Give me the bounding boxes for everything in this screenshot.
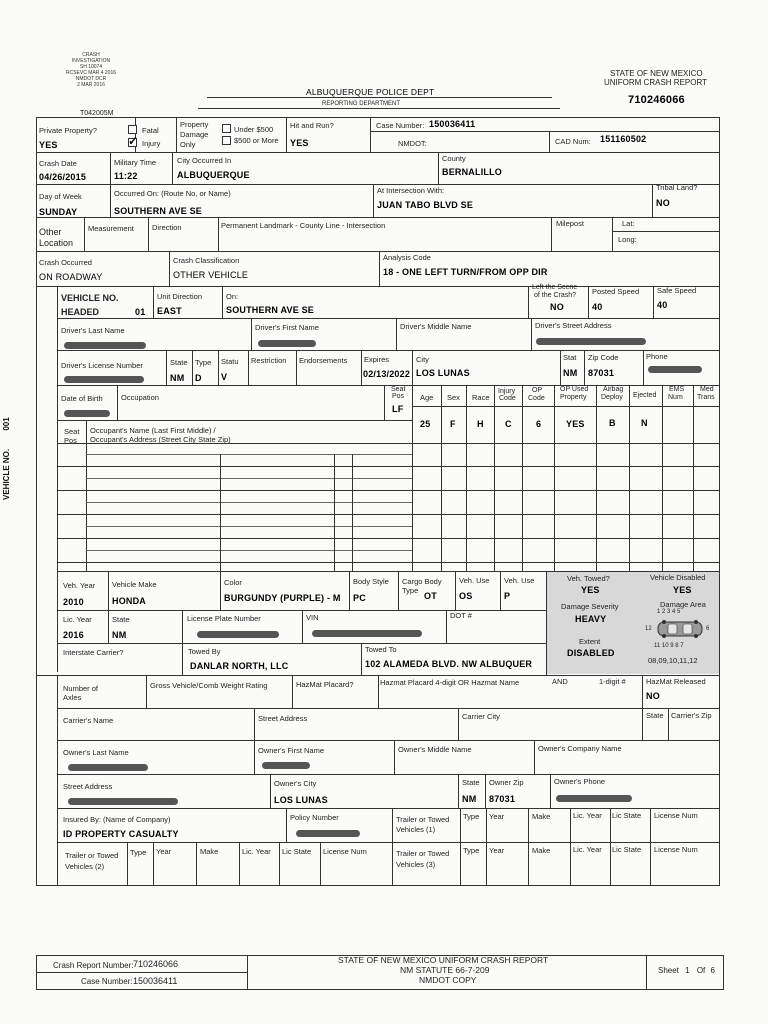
license-status-label: Statu bbox=[221, 357, 239, 366]
axles-label-1: Number of bbox=[63, 684, 99, 693]
day-value: SUNDAY bbox=[39, 207, 78, 217]
cargo-body-label-2: Type bbox=[402, 586, 419, 595]
damage-area-left: 12 bbox=[645, 626, 652, 632]
op-code-label-1: OP bbox=[532, 387, 543, 394]
redacted-driver-first bbox=[258, 340, 316, 347]
carrier-city-label: Carrier City bbox=[462, 712, 500, 721]
towed-to-value: 102 ALAMEDA BLVD. NW ALBUQUER bbox=[365, 659, 533, 669]
lat-label: Lat: bbox=[622, 219, 635, 228]
veh-disabled-value: YES bbox=[673, 585, 692, 595]
posted-speed-value: 40 bbox=[592, 302, 603, 312]
measurement-label: Measurement bbox=[88, 224, 134, 233]
ejected-label: Ejected bbox=[633, 392, 657, 399]
age-label: Age bbox=[420, 393, 434, 402]
city-value: ALBUQUERQUE bbox=[177, 170, 250, 180]
intersection-value: JUAN TABO BLVD SE bbox=[377, 200, 474, 210]
vehicle-no-label: VEHICLE NO. bbox=[61, 293, 119, 303]
trailer-2-lic-year-label: Lic. Year bbox=[242, 847, 271, 856]
op-code-value: 6 bbox=[536, 419, 542, 429]
towed-by-label: Towed By bbox=[188, 647, 221, 656]
redacted-plate bbox=[197, 631, 279, 638]
stamp-line: CRASH bbox=[82, 52, 100, 58]
case-number-label: Case Number: bbox=[376, 121, 425, 130]
veh-use-2-label: Veh. Use bbox=[504, 576, 535, 585]
footer-title-2: NM STATUTE 66-7-209 bbox=[400, 965, 490, 975]
carrier-street-label: Street Address bbox=[258, 714, 308, 723]
dot-label: DOT # bbox=[450, 611, 472, 620]
property-damage-label-1: Property bbox=[180, 120, 209, 129]
of-label: Of bbox=[696, 966, 706, 975]
ems-label-2: Num bbox=[668, 394, 683, 401]
hazmat-placard-label: HazMat Placard? bbox=[296, 680, 354, 689]
plate-label: License Plate Number bbox=[187, 614, 261, 623]
driver-zip-label: Zip Code bbox=[588, 353, 619, 362]
hazmat-released-label: HazMat Released bbox=[646, 677, 706, 686]
owner-state-value: NM bbox=[462, 794, 477, 804]
safe-speed-value: 40 bbox=[657, 300, 668, 310]
license-status-value: V bbox=[221, 372, 228, 382]
over-500-checkbox[interactable] bbox=[222, 136, 231, 145]
crash-class-value: OTHER VEHICLE bbox=[173, 270, 249, 280]
airbag-label-1: Airbag bbox=[603, 386, 624, 393]
trailer-1-year-label: Year bbox=[489, 812, 505, 821]
unit-direction-label: Unit Direction bbox=[157, 292, 203, 301]
posted-speed-label: Posted Speed bbox=[592, 287, 640, 296]
trailer-2-license-label: License Num bbox=[323, 847, 367, 856]
redacted-owner-phone bbox=[556, 795, 632, 802]
on-value: SOUTHERN AVE SE bbox=[226, 305, 315, 315]
hit-run-label: Hit and Run? bbox=[290, 121, 334, 130]
redacted-owner-last bbox=[68, 764, 148, 771]
extent-value: DISABLED bbox=[567, 648, 615, 658]
license-type-value: D bbox=[195, 373, 202, 383]
gvwr-label: Gross Vehicle/Comb Weight Rating bbox=[150, 681, 268, 690]
owner-state-label: State bbox=[462, 778, 480, 787]
carrier-state-label: State bbox=[646, 711, 664, 720]
landmark-label: Permanent Landmark - County Line - Intersection bbox=[221, 221, 386, 230]
op-used-label-1: OP Used bbox=[560, 386, 589, 393]
headed-label: HEADED bbox=[61, 307, 100, 317]
body-style-label: Body Style bbox=[353, 577, 389, 586]
towed-by-value: DANLAR NORTH, LLC bbox=[190, 661, 289, 671]
and-label: AND bbox=[552, 677, 568, 686]
occupant-seat-label-2: Pos bbox=[64, 436, 77, 445]
injury-label: Injury bbox=[142, 139, 161, 148]
phone-label: Phone bbox=[646, 352, 668, 361]
trailer-2-label-2: Vehicles (2) bbox=[65, 862, 105, 871]
trailer-3-lic-state-label: Lic State bbox=[612, 845, 642, 854]
expires-label: Expires bbox=[364, 355, 390, 364]
reporting-department-label: REPORTING DEPARTMENT bbox=[322, 101, 401, 107]
trailer-2-year-label: Year bbox=[156, 847, 172, 856]
other-location-label-1: Other bbox=[39, 227, 62, 237]
interstate-label: Interstate Carrier? bbox=[63, 648, 124, 657]
footer-title-3: NMDOT COPY bbox=[419, 975, 477, 985]
ems-label-1: EMS bbox=[669, 386, 685, 393]
insured-value: ID PROPERTY CASUALTY bbox=[63, 829, 179, 839]
analysis-label: Analysis Code bbox=[383, 253, 431, 262]
trailer-1-type-label: Type bbox=[463, 812, 480, 821]
under-500-label: Under $500 bbox=[234, 125, 274, 134]
lic-state-label: State bbox=[112, 615, 130, 624]
driver-street-label: Driver's Street Address bbox=[535, 321, 612, 330]
trailer-3-license-label: License Num bbox=[654, 845, 698, 854]
make-value: HONDA bbox=[112, 596, 146, 606]
veh-towed-value: YES bbox=[581, 585, 600, 595]
trailer-1-make-label: Make bbox=[532, 812, 551, 821]
redacted-owner-street bbox=[68, 798, 178, 805]
owner-company-label: Owner's Company Name bbox=[538, 744, 622, 753]
lic-state-value: NM bbox=[112, 630, 127, 640]
left-scene-value: NO bbox=[550, 302, 564, 312]
owner-street-label: Street Address bbox=[63, 782, 113, 791]
injury-code-value: C bbox=[505, 419, 512, 429]
crash-date-label: Crash Date bbox=[39, 159, 77, 168]
trailer-3-type-label: Type bbox=[463, 846, 480, 855]
sheet-label: Sheet bbox=[658, 966, 679, 975]
footer-title-1: STATE OF NEW MEXICO UNIFORM CRASH REPORT bbox=[338, 955, 549, 965]
veh-use-1-label: Veh. Use bbox=[459, 576, 490, 585]
license-state-label: State bbox=[170, 358, 188, 367]
driver-middle-label: Driver's Middle Name bbox=[400, 322, 472, 331]
check-mark-icon: ✓ bbox=[128, 134, 139, 148]
trailer-2-label-1: Trailer or Towed bbox=[65, 851, 119, 860]
occupation-label: Occupation bbox=[121, 393, 159, 402]
trailer-3-label-1: Trailer or Towed bbox=[396, 849, 450, 858]
damage-area-top: 1 2 3 4 5 bbox=[657, 609, 681, 615]
county-value: BERNALILLO bbox=[442, 167, 502, 177]
cargo-body-value: OT bbox=[424, 591, 437, 601]
driver-first-label: Driver's First Name bbox=[255, 323, 319, 332]
dept-underline bbox=[207, 97, 552, 98]
op-used-label-2: Property bbox=[560, 394, 587, 401]
stamp-line: 2 MAR 2016 bbox=[77, 82, 105, 88]
city-label: City Occurred In bbox=[177, 156, 232, 165]
policy-label: Policy Number bbox=[290, 813, 339, 822]
damage-area-right: 6 bbox=[706, 626, 710, 632]
sex-value: F bbox=[450, 419, 456, 429]
long-label: Long: bbox=[618, 235, 637, 244]
cad-value: 151160502 bbox=[600, 134, 647, 144]
trailer-1-lic-state-label: Lic State bbox=[612, 811, 642, 820]
fatal-label: Fatal bbox=[142, 126, 159, 135]
dept-bottom-line bbox=[198, 108, 560, 109]
damage-severity-label: Damage Severity bbox=[561, 602, 619, 611]
trailer-3-year-label: Year bbox=[489, 846, 505, 855]
driver-zip-value: 87031 bbox=[588, 368, 615, 378]
occupant-name-label: Occupant's Name (Last First Middle) / bbox=[90, 426, 216, 435]
military-time-value: 11:22 bbox=[114, 171, 138, 181]
state-title-2: UNIFORM CRASH REPORT bbox=[604, 78, 707, 87]
veh-year-label: Veh. Year bbox=[63, 581, 96, 590]
redacted-dob bbox=[64, 410, 110, 417]
extent-label: Extent bbox=[579, 637, 601, 646]
endorsements-label: Endorsements bbox=[299, 356, 348, 365]
crash-date-value: 04/26/2015 bbox=[39, 172, 87, 182]
direction-label: Direction bbox=[152, 223, 182, 232]
analysis-value: 18 - ONE LEFT TURN/FROM OPP DIR bbox=[383, 267, 548, 277]
receipt-stamp bbox=[56, 52, 126, 88]
cargo-body-label-1: Cargo Body bbox=[402, 577, 442, 586]
seat-pos-value: LF bbox=[392, 404, 404, 414]
insured-label: Insured By: (Name of Company) bbox=[63, 815, 171, 824]
on-label: On: bbox=[226, 292, 239, 301]
stamp-line: SH 10074 bbox=[79, 64, 103, 70]
color-label: Color bbox=[224, 578, 242, 587]
lic-year-value: 2016 bbox=[63, 630, 84, 640]
trailer-1-label-2: Vehicles (1) bbox=[396, 825, 436, 834]
hazmat-released-value: NO bbox=[646, 691, 660, 701]
state-title-1: STATE OF NEW MEXICO bbox=[610, 69, 703, 78]
seat-pos-label-2: Pos bbox=[392, 393, 405, 400]
veh-year-value: 2010 bbox=[63, 597, 84, 607]
other-location-label-2: Location bbox=[39, 238, 74, 248]
owner-phone-label: Owner's Phone bbox=[554, 777, 606, 786]
military-time-label: Military Time bbox=[114, 158, 157, 167]
dob-label: Date of Birth bbox=[61, 394, 103, 403]
trailer-2-type-label: Type bbox=[130, 848, 147, 857]
trailer-3-label-2: Vehicles (3) bbox=[396, 860, 436, 869]
driver-city-label: City bbox=[416, 355, 429, 364]
stamp-line: NMDOT DCR bbox=[75, 76, 107, 82]
under-500-checkbox[interactable] bbox=[222, 124, 231, 133]
private-property-label: Private Property? bbox=[39, 126, 97, 135]
veh-use-2-value: P bbox=[504, 591, 511, 601]
redacted-license-number bbox=[64, 376, 144, 383]
county-label: County bbox=[442, 154, 466, 163]
hazmat-name-label: Hazmat Placard 4-digit OR Hazmat Name bbox=[380, 678, 520, 687]
footer-case-number: 150036411 bbox=[133, 976, 178, 986]
stamp-code: T042005M bbox=[80, 110, 114, 117]
owner-last-label: Owner's Last Name bbox=[63, 748, 129, 757]
damage-severity-value: HEAVY bbox=[575, 614, 607, 624]
fatal-checkbox[interactable] bbox=[128, 125, 137, 134]
stamp-line: INVESTIGATION bbox=[71, 58, 111, 64]
owner-city-value: LOS LUNAS bbox=[274, 795, 328, 805]
redacted-owner-first bbox=[262, 762, 310, 769]
license-number-label: Driver's License Number bbox=[61, 361, 143, 370]
private-property-value: YES bbox=[39, 140, 58, 150]
owner-middle-label: Owner's Middle Name bbox=[398, 745, 472, 754]
vin-label: VIN bbox=[306, 613, 319, 622]
driver-city-value: LOS LUNAS bbox=[416, 368, 470, 378]
damage-areas-value: 08,09,10,11,12 bbox=[648, 656, 698, 665]
vehicle-side-number: 001 bbox=[2, 417, 11, 431]
owner-zip-label: Owner Zip bbox=[489, 778, 524, 787]
footer-case-label: Case Number: bbox=[81, 977, 133, 986]
crash-occurred-value: ON ROADWAY bbox=[39, 272, 103, 282]
sheet-number: 1 bbox=[685, 966, 690, 975]
trailer-1-label-1: Trailer or Towed bbox=[396, 815, 450, 824]
redacted-vin bbox=[312, 630, 422, 637]
milepost-label: Milepost bbox=[556, 219, 584, 228]
over-500-label: $500 or More bbox=[234, 136, 279, 145]
driver-stat-label: Stat bbox=[563, 353, 577, 362]
veh-use-1-value: OS bbox=[459, 591, 473, 601]
day-label: Day of Week bbox=[39, 192, 82, 201]
carrier-name-label: Carrier's Name bbox=[63, 716, 114, 725]
redacted-phone bbox=[648, 366, 702, 373]
injury-code-label-2: Code bbox=[499, 395, 516, 402]
op-used-value: YES bbox=[566, 419, 585, 429]
age-value: 25 bbox=[420, 419, 431, 429]
driver-last-label: Driver's Last Name bbox=[61, 326, 125, 335]
report-number: 710246066 bbox=[628, 94, 685, 106]
driver-stat-value: NM bbox=[563, 368, 578, 378]
injury-code-label-1: Injury bbox=[498, 388, 516, 395]
trailer-2-make-label: Make bbox=[200, 847, 219, 856]
crash-occurred-label: Crash Occurred bbox=[39, 258, 92, 267]
crash-class-label: Crash Classification bbox=[173, 256, 240, 265]
unit-direction-value: EAST bbox=[157, 306, 182, 316]
hit-run-value: YES bbox=[290, 138, 309, 148]
property-damage-label-3: Only bbox=[180, 140, 196, 149]
occurred-on-value: SOUTHERN AVE SE bbox=[114, 206, 203, 216]
cad-label: CAD Num: bbox=[555, 137, 591, 146]
lic-year-label: Lic. Year bbox=[63, 615, 92, 624]
owner-first-label: Owner's First Name bbox=[258, 746, 325, 755]
occurred-on-label: Occurred On: (Route No, or Name) bbox=[114, 189, 231, 198]
vehicle-side-label-text: VEHICLE NO. bbox=[2, 448, 11, 500]
op-code-label-2: Code bbox=[528, 395, 545, 402]
property-damage-label-2: Damage bbox=[180, 130, 209, 139]
car-diagram-icon bbox=[656, 618, 704, 640]
trailer-3-make-label: Make bbox=[532, 846, 551, 855]
left-scene-label-2: of the Crash? bbox=[534, 292, 577, 299]
body-style-value: PC bbox=[353, 593, 366, 603]
towed-to-label: Towed To bbox=[365, 645, 397, 654]
footer-sheet bbox=[658, 966, 715, 975]
case-number-value: 150036411 bbox=[429, 119, 476, 129]
expires-value: 02/13/2022 bbox=[363, 369, 411, 379]
veh-disabled-label: Vehicle Disabled bbox=[650, 573, 706, 582]
damage-area-label: Damage Area bbox=[660, 600, 706, 609]
footer-report-label: Crash Report Number: bbox=[53, 961, 134, 970]
occupant-seat-label-1: Seat bbox=[64, 427, 80, 436]
carrier-zip-label: Carrier's Zip bbox=[671, 711, 712, 720]
trailer-1-license-label: License Num bbox=[654, 811, 698, 820]
redacted-policy bbox=[296, 830, 360, 837]
owner-city-label: Owner's City bbox=[274, 779, 317, 788]
tribal-value: NO bbox=[656, 198, 670, 208]
trailer-1-lic-year-label: Lic. Year bbox=[573, 811, 602, 820]
owner-zip-value: 87031 bbox=[489, 794, 516, 804]
airbag-label-2: Deploy bbox=[601, 394, 623, 401]
license-state-value: NM bbox=[170, 373, 185, 383]
seat-pos-label-1: Seat bbox=[391, 386, 406, 393]
race-value: H bbox=[477, 419, 484, 429]
redacted-driver-street bbox=[536, 338, 646, 345]
nmdot-label: NMDOT: bbox=[398, 139, 427, 148]
med-label-2: Trans bbox=[697, 394, 715, 401]
axles-label-2: Axles bbox=[63, 693, 82, 702]
one-digit-label: 1-digit # bbox=[599, 677, 626, 686]
license-type-label: Type bbox=[195, 358, 212, 367]
footer-report-number: 710246066 bbox=[133, 959, 179, 969]
trailer-3-lic-year-label: Lic. Year bbox=[573, 845, 602, 854]
restriction-label: Restriction bbox=[251, 356, 287, 365]
ejected-value: N bbox=[641, 418, 648, 428]
tribal-label: Tribal Land? bbox=[656, 183, 698, 192]
intersection-label: At Intersection With: bbox=[377, 186, 445, 195]
safe-speed-label: Safe Speed bbox=[657, 286, 697, 295]
color-value: BURGUNDY (PURPLE) - M bbox=[224, 593, 341, 603]
airbag-value: B bbox=[609, 418, 616, 428]
veh-towed-label: Veh. Towed? bbox=[567, 574, 610, 583]
trailer-2-lic-state-label: Lic State bbox=[282, 847, 312, 856]
of-number: 6 bbox=[710, 966, 715, 975]
make-label: Vehicle Make bbox=[112, 580, 157, 589]
redacted-driver-last bbox=[64, 342, 146, 349]
race-label: Race bbox=[472, 393, 490, 402]
stamp-line: RCSEVC MAR 4 2016 bbox=[65, 70, 117, 76]
left-scene-label-1: Left the Scene bbox=[532, 284, 578, 291]
occupant-address-label: Occupant's Address (Street City State Zip) bbox=[90, 435, 231, 444]
sex-label: Sex bbox=[447, 393, 460, 402]
damage-area-bottom: 11 10 9 8 7 bbox=[654, 643, 684, 649]
med-label-1: Med bbox=[700, 386, 714, 393]
reporting-department: ALBUQUERQUE POLICE DEPT bbox=[306, 87, 435, 97]
vehicle-no-value: 01 bbox=[135, 307, 146, 317]
